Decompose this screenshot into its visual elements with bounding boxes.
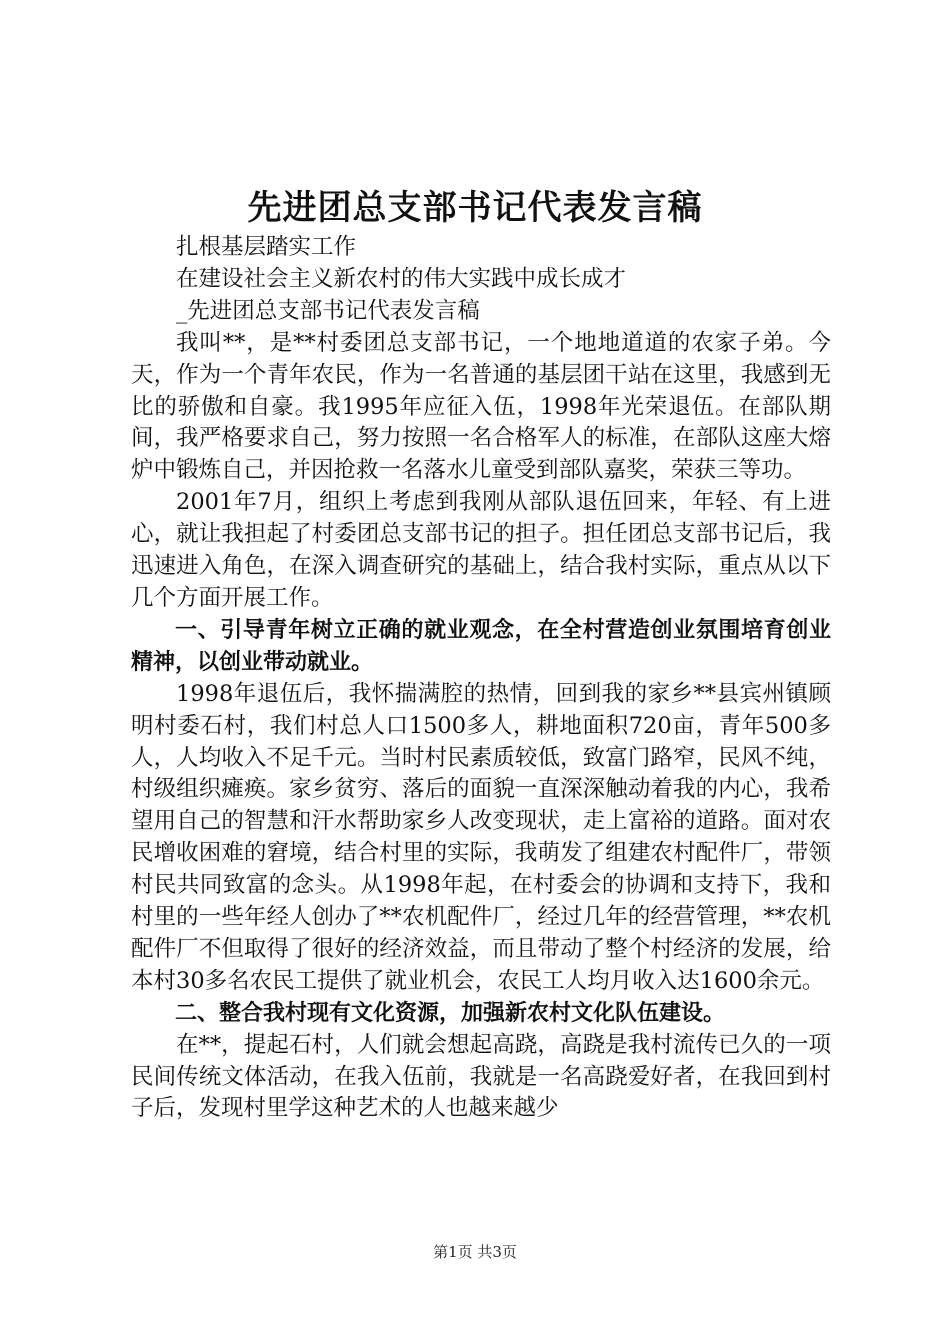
document-body <box>131 232 831 1125</box>
body-paragraph: 在**，提起石村，人们就会想起高跷，高跷是我村流传已久的一项民间传统文体活动，在我入伍前，我就是一名高跷爱好者，在我回到村子后，发现村里学这种艺术的人也越来越少 <box>131 1031 831 1122</box>
subtitle-line: 扎根基层踏实工作 <box>176 234 357 260</box>
body-paragraph: 2001年7月，组织上考虑到我刚从部队退伍回来，年轻、有上进心，就让我担起了村委团总支部书记的担子。担任团总支部书记后，我迅速进入角色，在深入调查研究的基础上，结合我村实际，重点从以下几个方面开展工作。 <box>131 489 831 611</box>
body-paragraph: 我叫**，是**村委团总支部书记，一个地地道道的农家子弟。今天，作为一个青年农民，作为一名普通的基层团干站在这里，我感到无比的骄傲和自豪。我1995年应征入伍，1998年光荣退伍。在部队期间，我严格要求自己，努力按照一名合格军人的标准，在部队这座大熔炉中锻炼自己，并因抢救一名落水儿童受到部队嘉奖，荣获三等功。 <box>131 329 831 484</box>
body-paragraph: 1998年退伍后，我怀揣满腔的热情，回到我的家乡**县宾州镇顾明村委石村，我们村总人口1500多人，耕地面积720亩，青年500多人，人均收入不足千元。当时村民素质较低，致富门路窄，民风不纯，村级组织瘫痪。家乡贫穷、落后的面貌一直深深触动着我的内心，我希望用自己的智慧和汗水帮助家乡人改变现状，走上富裕的道路。面对农民增收困难的窘境，结合村里的实际，我萌发了组建农村配件厂，带领村民共同致富的念头。从1998年起，在村委会的协调和支持下，我和村里的一些年经人创办了**农机配件厂，经过几年的经营管理，**农机配件厂不但取得了很好的经济效益，而且带动了整个村经济的发展，给本村30多名农民工提供了就业机会，农民工人均月收入达1600余元。 <box>131 680 831 994</box>
document-title: 先进团总支部书记代表发言稿 <box>247 188 703 228</box>
section-heading: 二、整合我村现有文化资源，加强新农村文化队伍建设。 <box>175 1000 726 1026</box>
subtitle-line: 在建设社会主义新农村的伟大实践中成长成才 <box>176 265 627 292</box>
subtitle-line: _先进团总支部书记代表发言稿 <box>176 297 480 324</box>
section-heading: 一、引导青年树立正确的就业观念，在全村营造创业氛围培育创业精神，以创业带动就业。 <box>131 617 831 675</box>
page-number-footer: 第1页 共3页 <box>433 1243 517 1261</box>
